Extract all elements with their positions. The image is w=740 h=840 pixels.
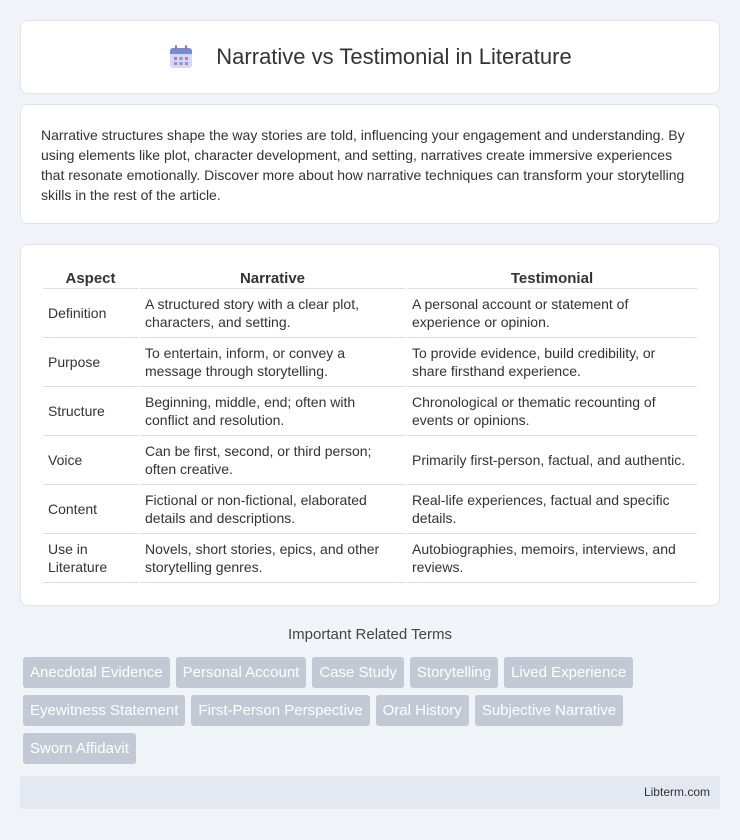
intro-text: Narrative structures shape the way stories are told, influencing your engagement and understanding. By using elements like plot, character development, and setting, narratives create immersive experiences that resonate emotionally. Discover more about how narrative techniques can transform your storytelling skills in the rest of the article. bbox=[41, 127, 685, 203]
testimonial-cell: To provide evidence, build credibility, or share firsthand experience. bbox=[407, 338, 697, 387]
header-card bbox=[20, 20, 720, 94]
testimonial-cell: Chronological or thematic recounting of events or opinions. bbox=[407, 387, 697, 436]
narrative-cell: Can be first, second, or third person; often creative. bbox=[140, 436, 405, 485]
related-term-tag[interactable]: Eyewitness Statement bbox=[23, 695, 185, 726]
aspect-cell: Content bbox=[43, 485, 138, 534]
comparison-table bbox=[41, 263, 699, 583]
narrative-cell: Novels, short stories, epics, and other storytelling genres. bbox=[140, 534, 405, 583]
title-wrap bbox=[168, 44, 571, 70]
narrative-cell: A structured story with a clear plot, characters, and setting. bbox=[140, 289, 405, 338]
aspect-cell: Definition bbox=[43, 289, 138, 338]
table-row bbox=[43, 436, 697, 485]
testimonial-cell: Primarily first-person, factual, and authentic. bbox=[407, 436, 697, 485]
related-term-tag[interactable]: Storytelling bbox=[410, 657, 498, 688]
testimonial-cell: Real-life experiences, factual and specific details. bbox=[407, 485, 697, 534]
header-aspect: Aspect bbox=[43, 263, 138, 289]
related-term-tag[interactable]: Sworn Affidavit bbox=[23, 733, 136, 764]
narrative-cell: Beginning, middle, end; often with conflict and resolution. bbox=[140, 387, 405, 436]
related-term-tag[interactable]: First-Person Perspective bbox=[191, 695, 369, 726]
table-row bbox=[43, 338, 697, 387]
footer-site-link[interactable]: Libterm.com bbox=[643, 785, 710, 799]
related-term-tag[interactable]: Subjective Narrative bbox=[475, 695, 623, 726]
table-row bbox=[43, 485, 697, 534]
page-title: Narrative vs Testimonial in Literature bbox=[216, 44, 572, 69]
comparison-table-card bbox=[20, 244, 720, 606]
aspect-cell: Use in Literature bbox=[43, 534, 138, 583]
aspect-cell: Structure bbox=[43, 387, 138, 436]
table-row bbox=[43, 534, 697, 583]
related-terms-title: Important Related Terms bbox=[288, 626, 452, 643]
related-term-tag[interactable]: Anecdotal Evidence bbox=[23, 657, 170, 688]
testimonial-cell: A personal account or statement of experience or opinion. bbox=[407, 289, 697, 338]
table-row bbox=[43, 289, 697, 338]
testimonial-cell: Autobiographies, memoirs, interviews, and reviews. bbox=[407, 534, 697, 583]
narrative-cell: To entertain, inform, or convey a message through storytelling. bbox=[140, 338, 405, 387]
footer bbox=[20, 776, 720, 809]
related-terms-list bbox=[23, 657, 703, 764]
aspect-cell: Voice bbox=[43, 436, 138, 485]
narrative-cell: Fictional or non-fictional, elaborated details and descriptions. bbox=[140, 485, 405, 534]
table-row bbox=[43, 387, 697, 436]
table-header-row bbox=[43, 263, 697, 289]
header-testimonial: Testimonial bbox=[407, 263, 697, 289]
related-term-tag[interactable]: Personal Account bbox=[176, 657, 307, 688]
related-term-tag[interactable]: Case Study bbox=[312, 657, 404, 688]
header-narrative: Narrative bbox=[140, 263, 405, 289]
aspect-cell: Purpose bbox=[43, 338, 138, 387]
related-term-tag[interactable]: Oral History bbox=[376, 695, 469, 726]
intro-card bbox=[20, 104, 720, 224]
related-term-tag[interactable]: Lived Experience bbox=[504, 657, 633, 688]
calendar-icon bbox=[168, 44, 194, 70]
